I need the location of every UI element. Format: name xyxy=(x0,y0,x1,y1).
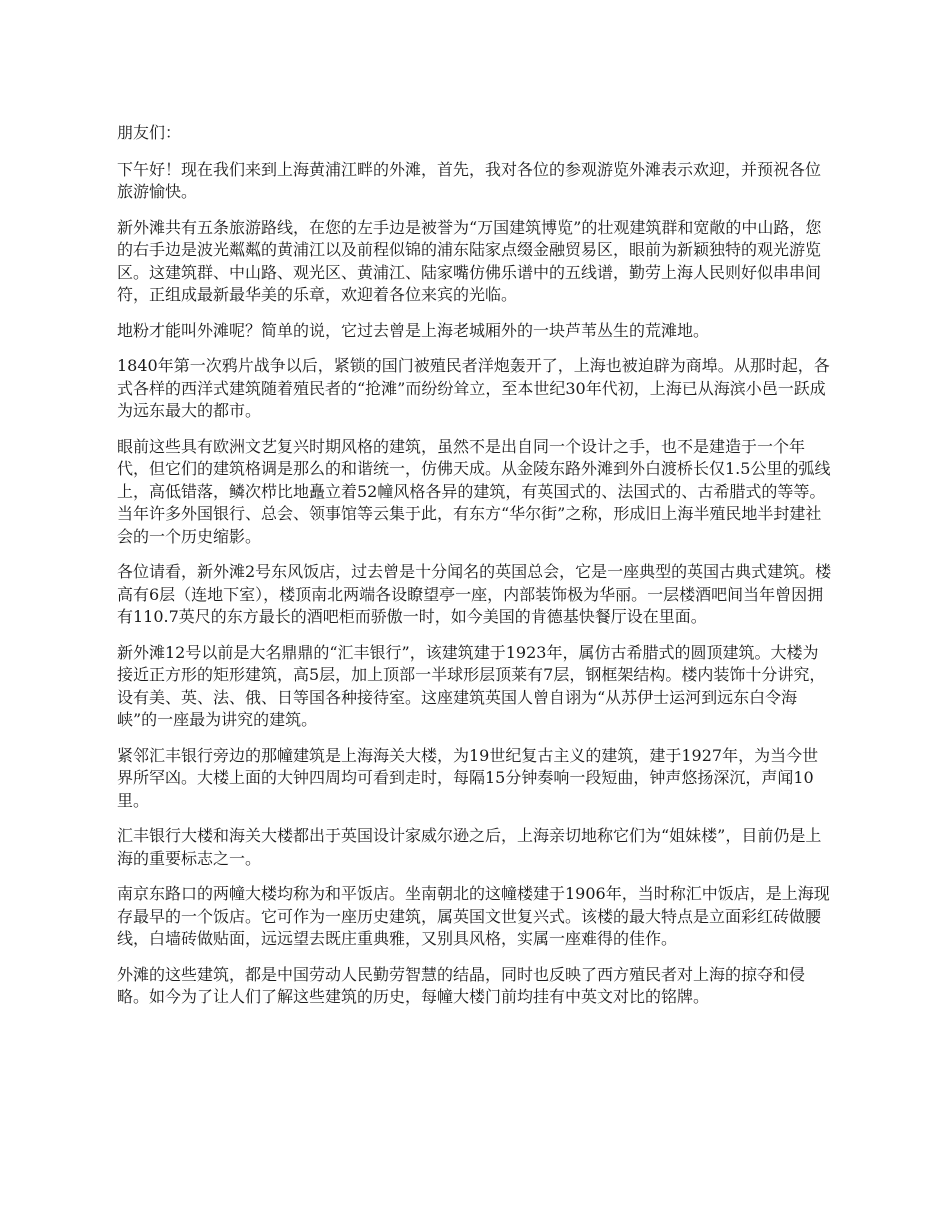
paragraph: 1840年第一次鸦片战争以后，紧锁的国门被殖民者洋炮轰开了，上海也被迫辟为商埠。从那时起，各式各样的西洋式建筑随着殖民者的“抢滩”而纷纷耸立，至本世纪30年代初，上海已从海滨小邑一跃成为远东最大的都市。 xyxy=(117,356,830,420)
greeting: 朋友们： xyxy=(117,123,182,142)
paragraph: 紧邻汇丰银行旁边的那幢建筑是上海海关大楼，为19世纪复古主义的建筑，建于1927年，为当今世界所罕凶。大楼上面的大钟四周均可看到走时，每隔15分钟奏响一段短曲，钟声悠扬深沉，声闻10里。 xyxy=(117,745,819,810)
paragraph: 各位请看，新外滩2号东风饭店，过去曾是十分闻名的英国总会，它是一座典型的英国古典式建筑。楼高有6层（连地下室），楼顶南北两端各设瞭望亭一座，内部装饰极为华丽。一层楼酒吧间当年曾因拥有110.7英尺的东方最长的酒吧柜而骄傲一时，如今美国的肯德基快餐厅设在里面。 xyxy=(117,562,832,626)
paragraph: 汇丰银行大楼和海关大楼都出于英国设计家威尔逊之后，上海亲切地称它们为“姐妹楼”，目前仍是上海的重要标志之一。 xyxy=(117,826,822,868)
document-body xyxy=(117,122,833,1022)
paragraph: 眼前这些具有欧洲文艺复兴时期风格的建筑，虽然不是出自同一个设计之手，也不是建造于一个年代，但它们的建筑格调是那么的和谐统一，仿佛天成。从金陵东路外滩到外白渡桥长仅1.5公里的弧线上，高低错落，鳞次栉比地矗立着52幢风格各异的建筑，有英国式的、法国式的、古希腊式的等等。当年许多外国银行、总会、领事馆等云集于此，有东方“华尔街”之称，形成旧上海半殖民地半封建社会的一个历史缩影。 xyxy=(117,436,831,546)
paragraph: 地粉才能叫外滩呢？简单的说，它过去曾是上海老城厢外的一块芦苇丛生的荒滩地。 xyxy=(117,320,710,340)
paragraph: 外滩的这些建筑，都是中国劳动人民勤劳智慧的结晶，同时也反映了西方殖民者对上海的掠夺和侵略。如今为了让人们了解这些建筑的历史，每幢大楼门前均挂有中英文对比的铭牌。 xyxy=(117,964,806,1006)
paragraph: 新外滩共有五条旅游路线，在您的左手边是被誉为“万国建筑博览”的壮观建筑群和宽敞的中山路，您的右手边是波光粼粼的黄浦江以及前程似锦的浦东陆家点缀金融贸易区，眼前为新颖独特的观光游览区。这建筑群、中山路、观光区、黄浦江、陆家嘴仿佛乐谱中的五线谱，勤劳上海人民则好似串串间符，正组成最新最华美的乐章，欢迎着各位来宾的光临。 xyxy=(117,217,822,304)
paragraph: 新外滩12号以前是大名鼎鼎的“汇丰银行”，该建筑建于1923年，属仿古希腊式的圆顶建筑。大楼为接近正方形的矩形建筑，高5层，加上顶部一半球形层顶莱有7层，钢框架结构。楼内装饰十分讲究，设有美、英、法、俄、日等国各种接待室。这座建筑英国人曾自诩为“从苏伊士运河到远东白令海峡”的一座最为讲究的建筑。 xyxy=(117,642,826,729)
paragraph: 下午好！现在我们来到上海黄浦江畔的外滩，首先，我对各位的参观游览外滩表示欢迎，并预祝各位旅游愉快。 xyxy=(117,159,822,201)
paragraph: 南京东路口的两幢大楼均称为和平饭店。坐南朝北的这幢楼建于1906年，当时称汇中饭店，是上海现存最早的一个饭店。它可作为一座历史建筑，属英国文世复兴式。该楼的最大特点是立面彩红砖做腰线，白墙砖做贴面，远远望去既庄重典雅，又别具风格，实属一座难得的佳作。 xyxy=(117,884,830,948)
